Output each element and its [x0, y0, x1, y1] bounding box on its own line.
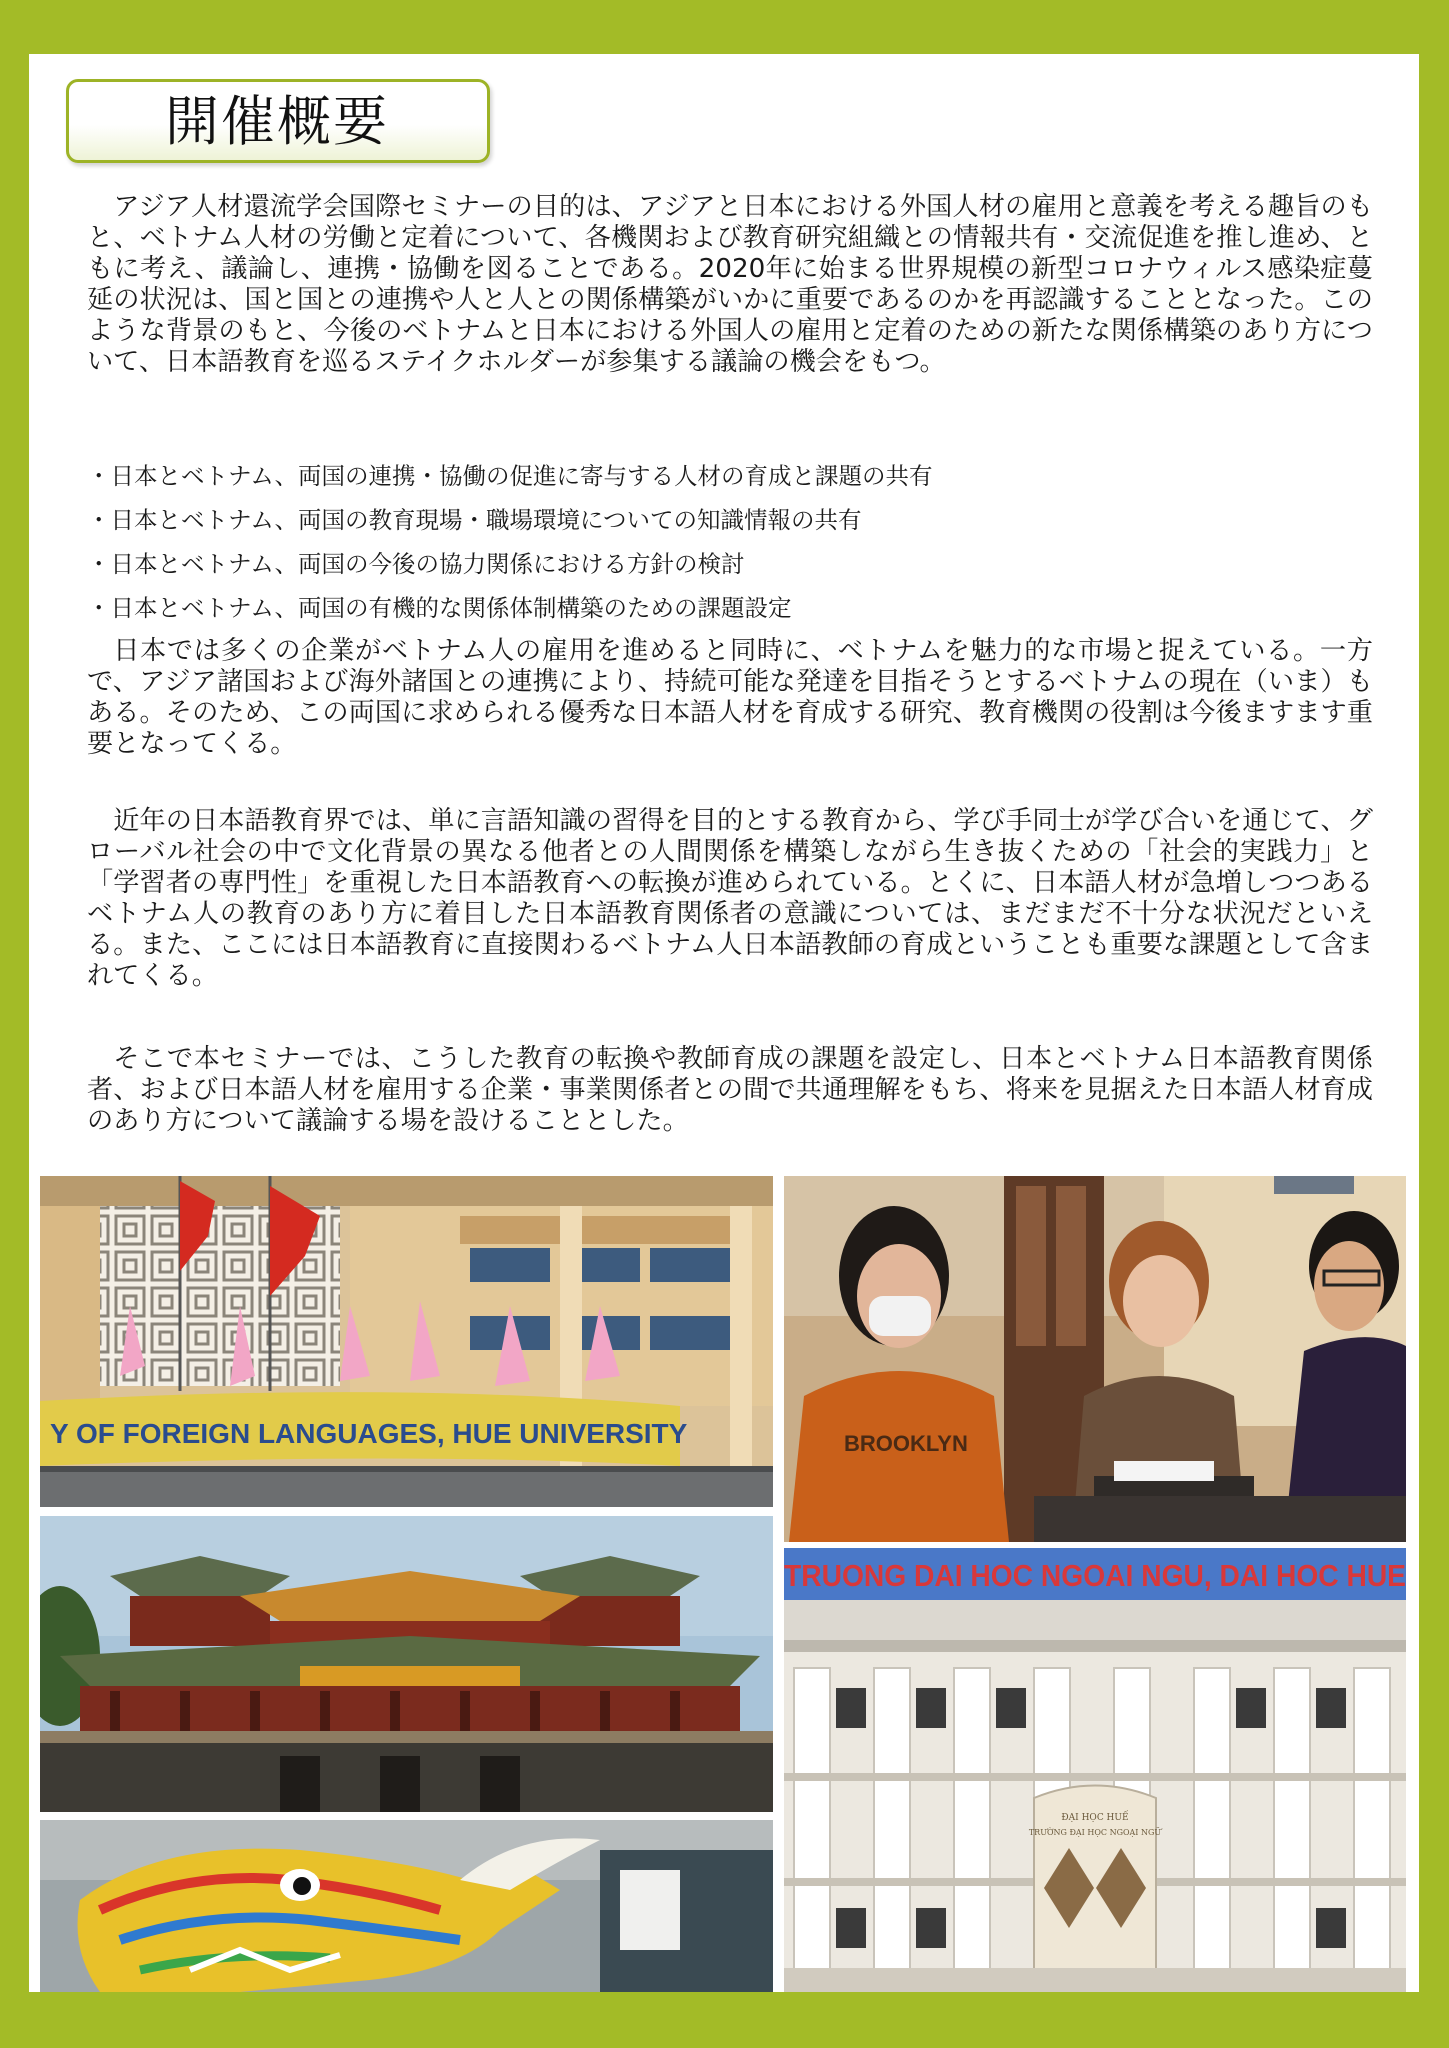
document-page	[29, 54, 1419, 1992]
section-heading-box	[66, 79, 490, 163]
paragraph-purpose: アジア人材還流学会国際セミナーの目的は、アジアと日本における外国人材の雇用と意義を考える趣旨のもと、ベトナム人材の労働と定着について、各機関および教育研究組織との情報共有・交流促進を推し進め、ともに考え、議論し、連携・協働を図ることである。2020年に始まる世界規模の新型コロナウィルス感染症蔓延の状況は、国と国との連携や人と人との関係構築がいかに重要であるのかを再認識することとなった。このような背景のもと、今後のベトナムと日本における外国人の雇用と定着のための新たな関係構築のあり方について、日本語教育を巡るステイクホルダーが参集する議論の機会をもつ。	[87, 192, 1373, 377]
paragraph-seminar-aim: そこで本セミナーでは、こうした教育の転換や教師育成の課題を設定し、日本とベトナム日本語教育関係者、および日本語人材を雇用する企業・事業関係者との間で共通理解をもち、将来を見据えた日本語人材育成のあり方について議論する場を設けることとした。	[87, 1044, 1373, 1136]
objectives-list	[87, 454, 1287, 630]
building-plaque-line1: ĐẠI HỌC HUẾ	[1061, 1813, 1129, 1823]
photo-university-building	[784, 1548, 1406, 1992]
university-sign-text: Y OF FOREIGN LANGUAGES, HUE UNIVERSITY	[50, 1418, 688, 1449]
objective-item: ・日本とベトナム、両国の有機的な関係体制構築のための課題設定	[87, 594, 792, 622]
objective-item: ・日本とベトナム、両国の連携・協働の促進に寄与する人材の育成と課題の共有	[87, 462, 933, 490]
building-plaque-line2: TRƯỜNG ĐẠI HỌC NGOẠI NGỮ	[1028, 1828, 1162, 1837]
shirt-text: BROOKLYN	[844, 1431, 968, 1456]
photo-students	[784, 1176, 1406, 1542]
building-banner-text: TRUONG DAI HOC NGOAI NGU, DAI HOC HUE	[784, 1558, 1406, 1593]
objective-item: ・日本とベトナム、両国の教育現場・職場環境についての知識情報の共有	[87, 506, 862, 534]
paragraph-education-trend: 近年の日本語教育界では、単に言語知識の習得を目的とする教育から、学び手同士が学び合いを通じて、グローバル社会の中で文化背景の異なる他者との人間関係を構築しながら生き抜くための「社会的実践力」と「学習者の専門性」を重視した日本語教育への転換が進められている。とくに、日本語人材が急増しつつあるベトナム人の教育のあり方に着目した日本語教育関係者の意識については、まだまだ不十分な状況だといえる。また、ここには日本語教育に直接関わるベトナム人日本語教師の育成ということも重要な課題として含まれてくる。	[87, 806, 1373, 991]
photo-imperial-palace	[40, 1516, 773, 1812]
section-heading: 開催概要	[165, 90, 389, 153]
paragraph-background: 日本では多くの企業がベトナム人の雇用を進めると同時に、ベトナムを魅力的な市場と捉えている。一方で、アジア諸国および海外諸国との連携により、持続可能な発達を目指そうとするベトナムの現在（いま）もある。そのため、この両国に求められる優秀な日本語人材を育成する研究、教育機関の役割は今後ますます重要となってくる。	[87, 636, 1373, 759]
photo-dragon-boat	[40, 1820, 773, 1992]
photo-university-entrance	[40, 1176, 773, 1507]
objective-item: ・日本とベトナム、両国の今後の協力関係における方針の検討	[87, 550, 745, 578]
